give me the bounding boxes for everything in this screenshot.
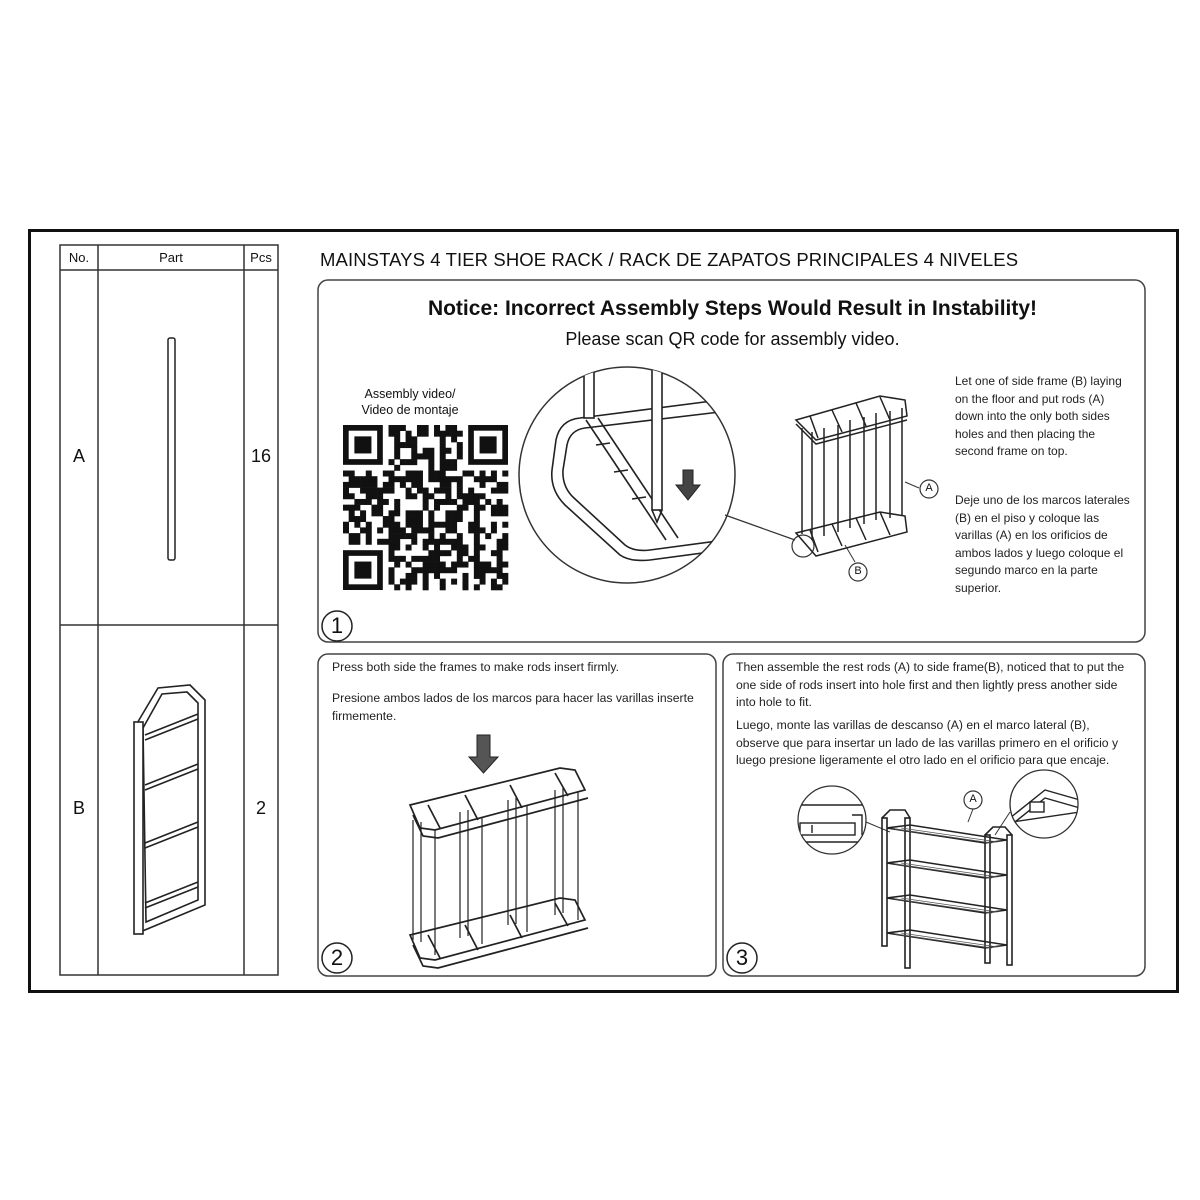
step1-instructions-spanish: Deje uno de los marcos laterales (B) en el piso y coloque las varillas (A) en los orificios de ambos lados y luego coloque el segundo marco en la parte superior. <box>955 493 1130 595</box>
notice-subheading: Please scan QR code for assembly video. <box>565 329 900 349</box>
table-header-part: Part <box>159 250 183 265</box>
step3-callout-a: A <box>969 793 977 805</box>
step1-callout-a: A <box>925 482 933 494</box>
step1-instructions-english: Let one of side frame (B) laying on the floor and put rods (A) down into the only both sides holes and then placing the second frame on top. <box>955 374 1122 458</box>
step2-instructions-spanish: Presione ambos lados de los marcos para hacer las varillas inserte firmemente. <box>332 691 694 723</box>
qr-label-english: Assembly video/ <box>364 387 456 401</box>
step3-instructions-english: Then assemble the rest rods (A) to side frame(B), noticed that to put the one side of rods insert into hole first and then lightly press another side into hole to fit. <box>736 660 1125 709</box>
step1-number: 1 <box>330 613 344 638</box>
qr-label-spanish: Video de montaje <box>361 403 459 417</box>
part-b-quantity: 2 <box>255 798 266 818</box>
part-a-label: A <box>72 446 85 466</box>
table-header-pcs: Pcs <box>250 250 272 265</box>
document-title: MAINSTAYS 4 TIER SHOE RACK / RACK DE ZAPATOS PRINCIPALES 4 NIVELES <box>320 249 1019 270</box>
step3-number: 3 <box>735 945 749 970</box>
step3-instructions-spanish: Luego, monte las varillas de descanso (A) en el marco lateral (B), observe que para insertar un lado de las varillas primero en el orificio y luego presione ligeramente el otro lado en el orificio para que encaje. <box>736 718 1119 767</box>
part-b-label: B <box>72 798 85 818</box>
part-a-quantity: 16 <box>250 446 272 466</box>
step1-callout-b: B <box>854 565 862 577</box>
table-header-no: No. <box>68 250 90 265</box>
step2-number: 2 <box>330 945 344 970</box>
step2-instructions-english: Press both side the frames to make rods insert firmly. <box>332 660 619 674</box>
notice-heading: Notice: Incorrect Assembly Steps Would Result in Instability! <box>427 297 1038 320</box>
